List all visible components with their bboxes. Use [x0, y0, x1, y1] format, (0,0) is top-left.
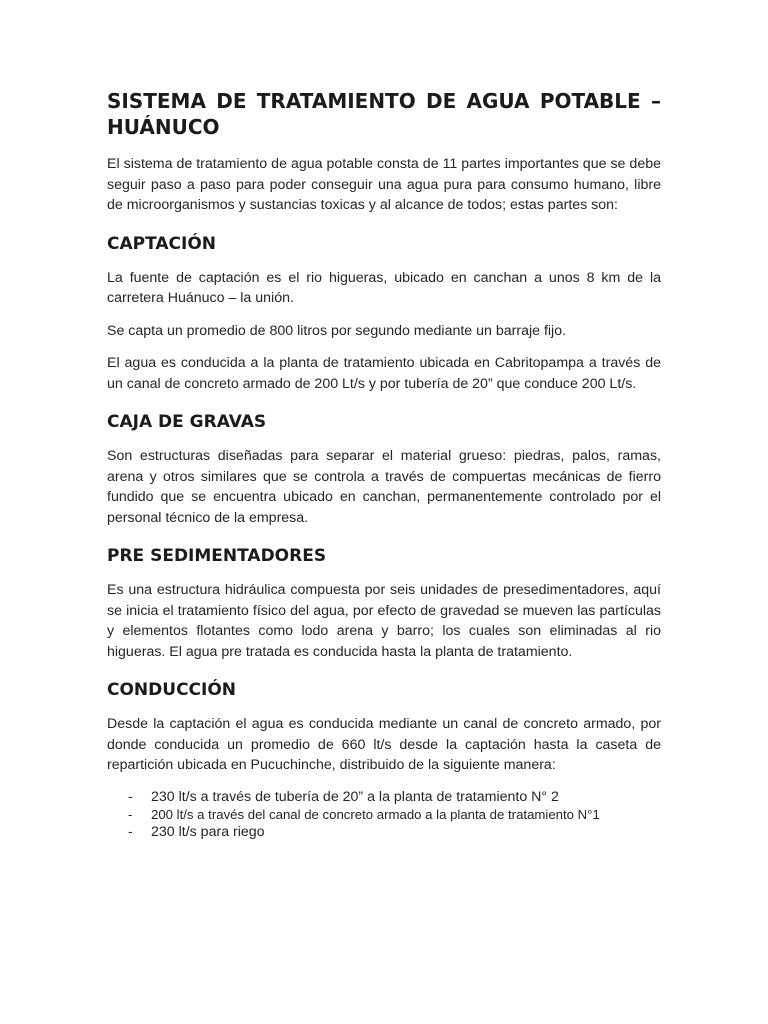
captacion-paragraph-2: Se capta un promedio de 800 litros por segundo mediante un barraje fijo. [107, 322, 567, 339]
list-item-text: 200 lt/s a través del canal de concreto armado a la planta de tratamiento N°1 [151, 806, 600, 822]
list-item [107, 788, 661, 806]
distribution-list [107, 788, 661, 841]
list-dash: - [128, 823, 133, 840]
section-heading-captacion: CAPTACIÓN [107, 233, 217, 254]
list-dash: - [128, 806, 133, 822]
list-item [107, 806, 661, 823]
section-heading-caja-de-gravas: CAJA DE GRAVAS [107, 412, 267, 432]
caja-de-gravas-paragraph: Son estructuras diseñadas para separar el material grueso: piedras, palos, ramas, arena y otros similares que se controla a través de compuertas mecánicas de fierro fundido que se encuentra ubicado en canchan, permanentemente controlado por el personal técnico de la empresa. [107, 448, 661, 526]
list-item-text: 230 lt/s para riego [151, 823, 265, 840]
section-heading-conduccion: CONDUCCIÓN [107, 680, 237, 700]
conduccion-paragraph: Desde la captación el agua es conducida mediante un canal de concreto armado, por donde conducida un promedio de 660 lt/s desde la captación hasta la caseta de repartición ubicada en Pucuchinche, distribuido de la siguiente manera: [107, 716, 661, 773]
pre-sedimentadores-paragraph: Es una estructura hidráulica compuesta por seis unidades de presedimentadores, aquí se inicia el tratamiento físico del agua, por efecto de gravedad se mueven las partículas y elementos flotantes como lodo arena y barro; los cuales son eliminadas al rio higueras. El agua pre tratada es conducida hasta la planta de tratamiento. [107, 582, 661, 660]
intro-paragraph: El sistema de tratamiento de agua potable consta de 11 partes importantes que se debe seguir paso a paso para poder conseguir una agua pura para consumo humano, libre de microorganismos y sustancias toxicas y al alcance de todos; estas partes son: [107, 156, 661, 213]
captacion-paragraph-3: El agua es conducida a la planta de tratamiento ubicada en Cabritopampa a través de un canal de concreto armado de 200 Lt/s y por tubería de 20” que conduce 200 Lt/s. [107, 355, 661, 392]
list-dash: - [128, 788, 133, 805]
captacion-paragraph-1: La fuente de captación es el rio higueras, ubicado en canchan a unos 8 km de la carretera Huánuco – la unión. [107, 269, 661, 306]
list-item [107, 823, 661, 841]
document-content [107, 88, 661, 841]
list-item-text: 230 lt/s a través de tubería de 20” a la planta de tratamiento N° 2 [151, 788, 559, 805]
document-title: SISTEMA DE TRATAMIENTO DE AGUA POTABLE – HUÁNUCO [107, 89, 661, 139]
section-heading-pre-sedimentadores: PRE SEDIMENTADORES [107, 546, 327, 566]
